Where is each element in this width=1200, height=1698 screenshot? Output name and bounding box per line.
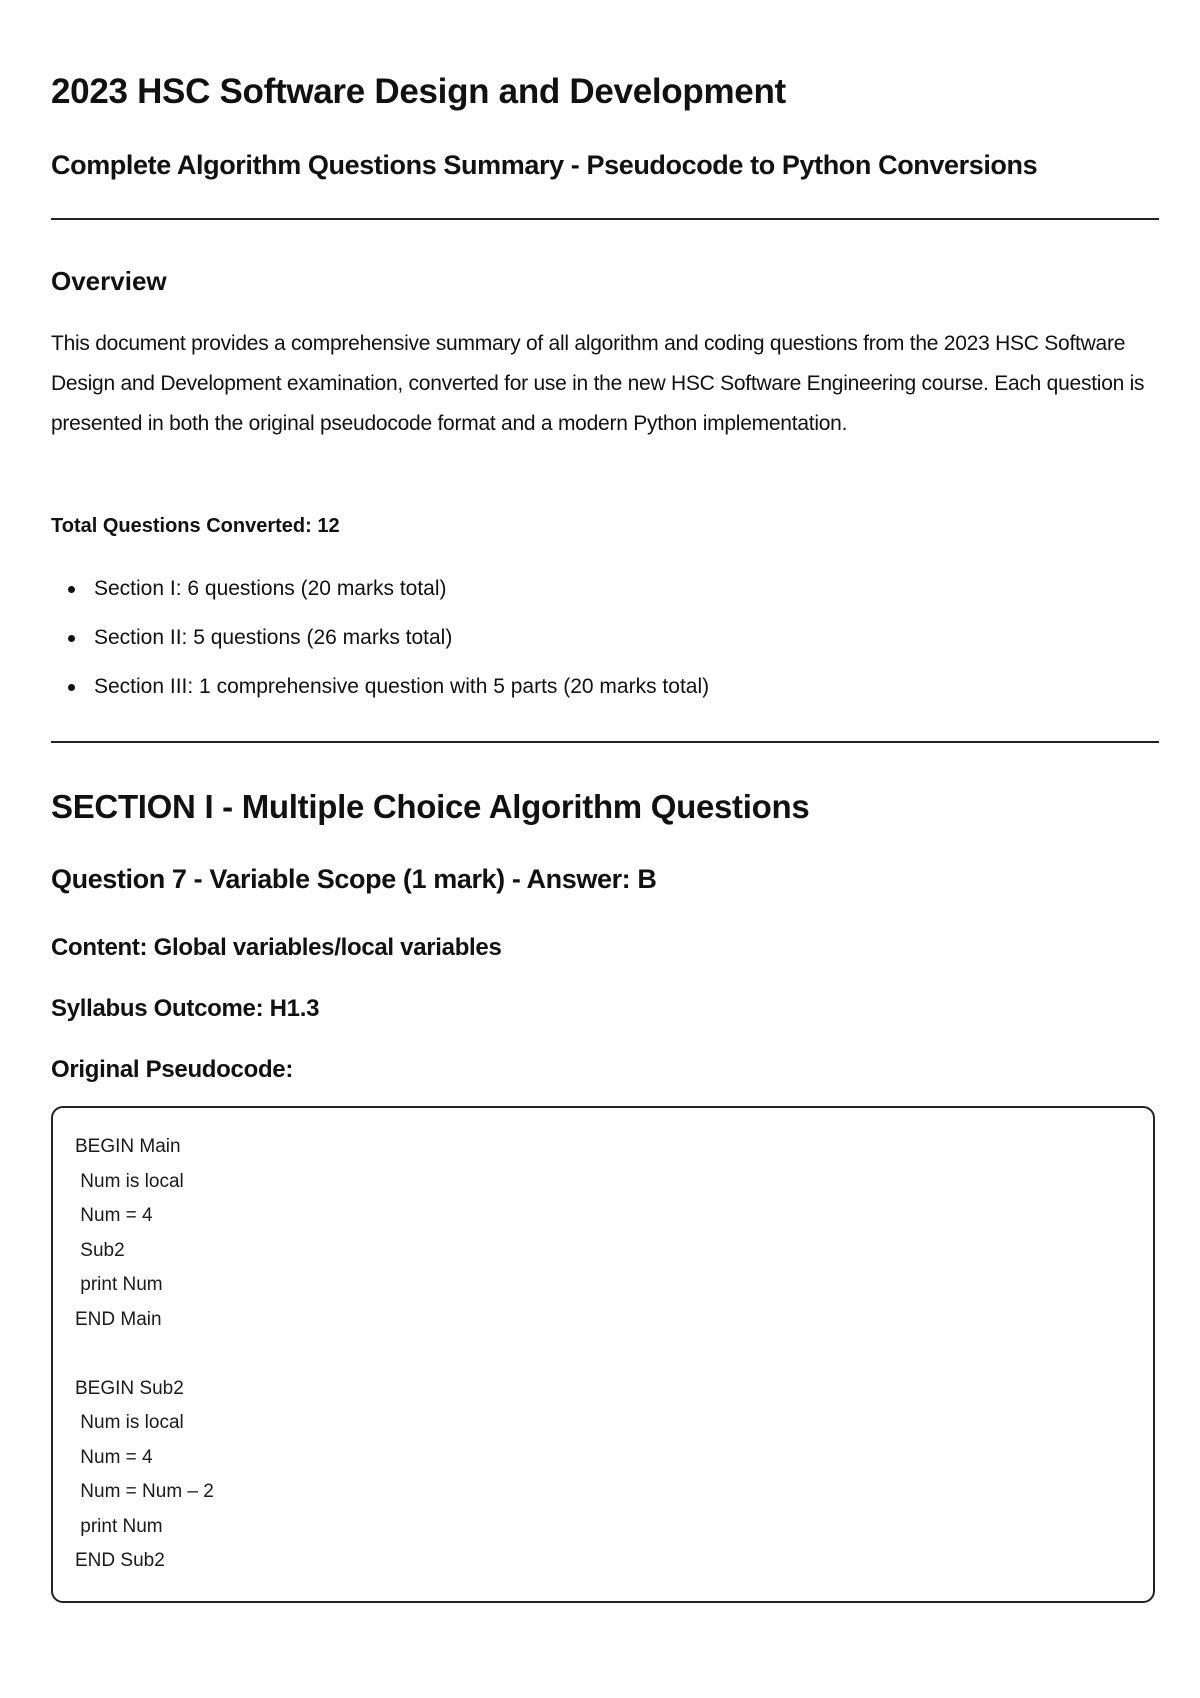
section-heading: SECTION I - Multiple Choice Algorithm Questions (51, 788, 810, 825)
code-line: Num is local (75, 1412, 184, 1433)
document-title: 2023 HSC Software Design and Development (51, 72, 786, 111)
divider (51, 741, 1159, 743)
pseudocode-label: Original Pseudocode: (51, 1056, 294, 1083)
total-questions-line: Total Questions Converted: 12 (51, 515, 340, 537)
document-subtitle: Complete Algorithm Questions Summary - Pseudocode to Python Conversions (51, 150, 1038, 180)
question-heading: Question 7 - Variable Scope (1 mark) - Answer: B (51, 864, 657, 894)
code-line: END Main (75, 1308, 162, 1330)
overview-heading: Overview (51, 266, 167, 296)
list-item: Section II: 5 questions (26 marks total) (51, 618, 709, 667)
question-content-label: Content: Global variables/local variables (51, 934, 502, 961)
code-line: Num is local (75, 1170, 184, 1192)
code-line: print Num (75, 1515, 163, 1537)
list-item: Section III: 1 comprehensive question with 5 parts (20 marks total) (51, 667, 709, 716)
code-line (75, 1337, 214, 1372)
code-line: Sub2 (75, 1239, 125, 1261)
syllabus-outcome-label: Syllabus Outcome: H1.3 (51, 995, 320, 1022)
code-line: BEGIN Main (75, 1136, 181, 1157)
pseudocode-block (75, 1130, 214, 1579)
code-line: BEGIN Sub2 (75, 1377, 184, 1399)
divider (51, 218, 1159, 220)
pseudocode-box (51, 1106, 1155, 1603)
code-line: Num = 4 (75, 1446, 153, 1468)
code-line: print Num (75, 1274, 163, 1295)
list-item: Section I: 6 questions (20 marks total) (51, 569, 709, 618)
code-line: Num = Num – 2 (75, 1481, 214, 1502)
overview-paragraph: This document provides a comprehensive summary of all algorithm and coding questions from the 2023 HSC Software Design and Development examination, converted for use in the new HSC Software Engineering course. Each question is presented in both the original pseudocode format and a modern Python implementation. (51, 332, 1145, 435)
section-summary-list (51, 569, 709, 716)
code-line: Num = 4 (75, 1205, 153, 1226)
code-line: END Sub2 (75, 1550, 165, 1571)
